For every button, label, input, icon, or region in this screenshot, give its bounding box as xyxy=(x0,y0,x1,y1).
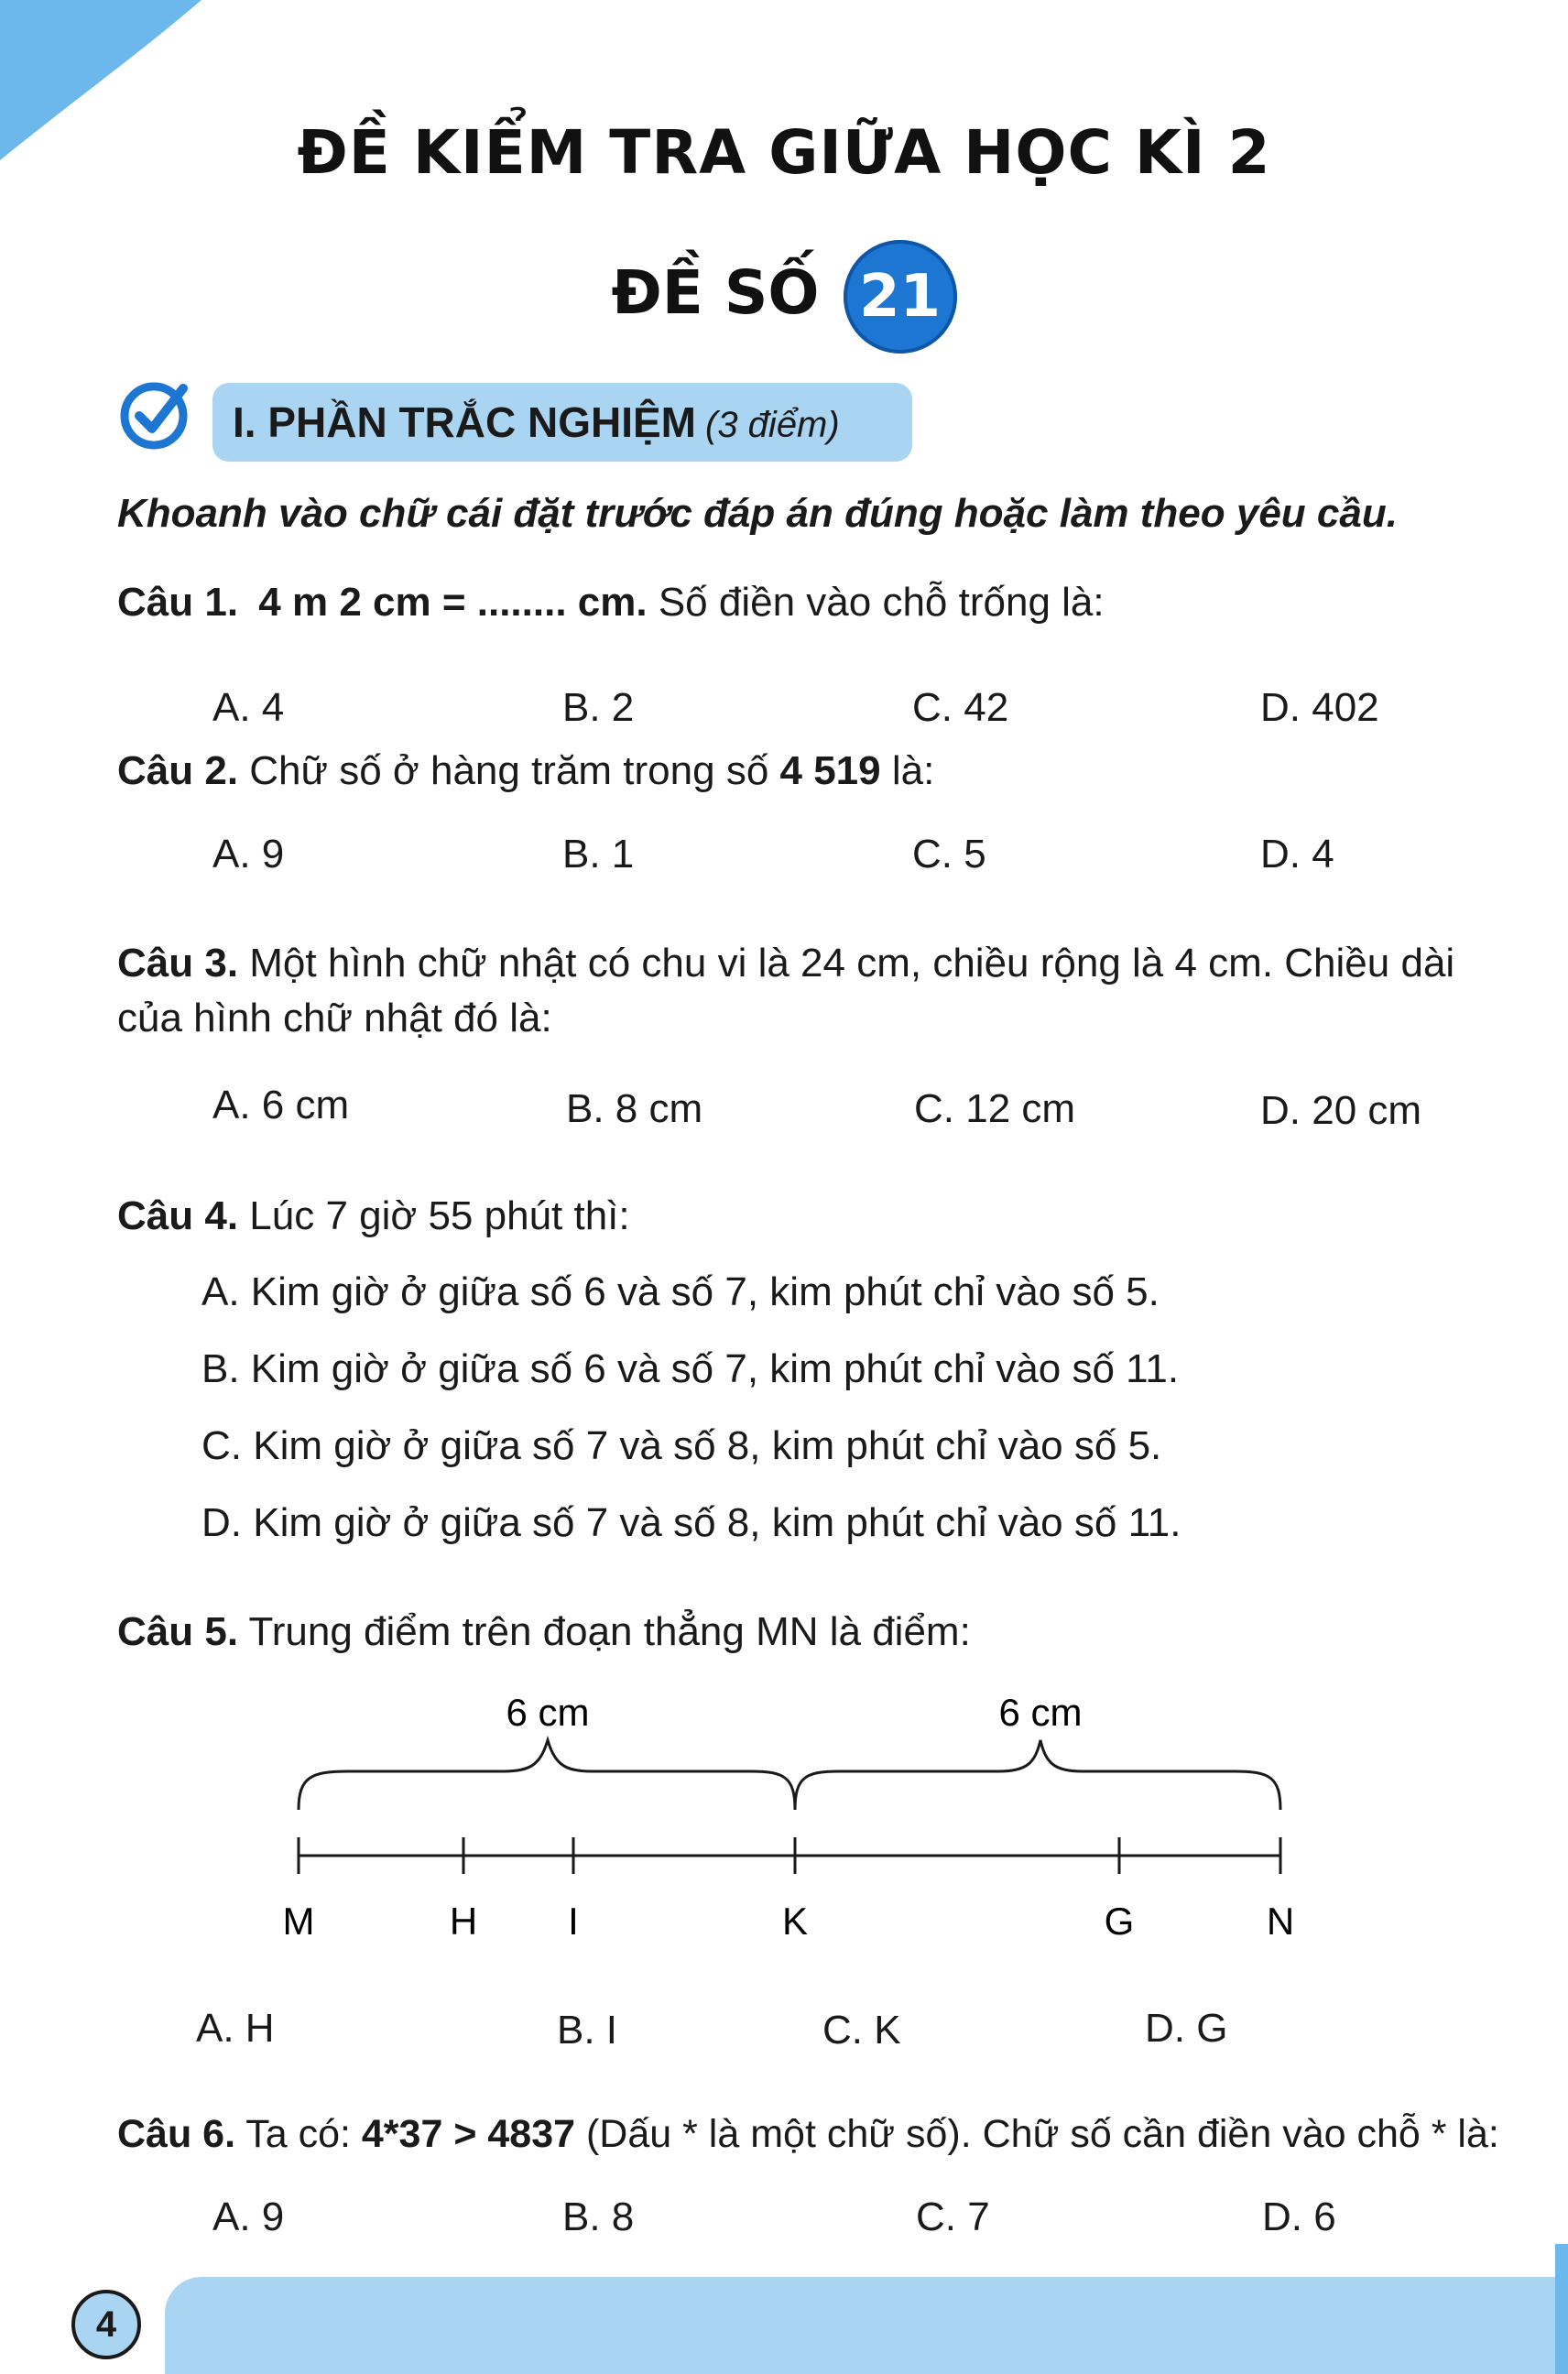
question-2 xyxy=(117,744,934,799)
section-title: I. PHẦN TRẮC NGHIỆM xyxy=(233,398,696,446)
exam-title: ĐỀ KIỂM TRA GIỮA HỌC KÌ 2 xyxy=(297,117,1271,188)
question-text: Ta có: xyxy=(235,2112,362,2156)
point-label-g: G xyxy=(1104,1900,1135,1943)
q1-option-a[interactable]: A. 4 xyxy=(212,685,285,730)
q2-option-a[interactable]: A. 9 xyxy=(212,832,285,877)
question-4 xyxy=(117,1189,630,1244)
question-text: là: xyxy=(880,748,935,793)
q1-option-b[interactable]: B. 2 xyxy=(562,685,635,730)
point-label-h: H xyxy=(449,1900,478,1943)
instruction: Khoanh vào chữ cái đặt trước đáp án đúng hoặc làm theo yêu cầu. xyxy=(117,491,1398,536)
brace-right xyxy=(795,1740,1280,1810)
exam-number-badge: 21 xyxy=(844,240,957,354)
question-text-line2: của hình chữ nhật đó là: xyxy=(117,996,552,1040)
brace-label-right: 6 cm xyxy=(998,1691,1083,1734)
q6-option-d[interactable]: D. 6 xyxy=(1262,2194,1336,2239)
page-edge-decoration xyxy=(1555,2244,1568,2374)
q4-option-d[interactable]: D. Kim giờ ở giữa số 7 và số 8, kim phút chỉ vào số 11. xyxy=(201,1500,1181,1545)
question-label: Câu 4. xyxy=(117,1193,239,1238)
q4-option-b[interactable]: B. Kim giờ ở giữa số 6 và số 7, kim phút chỉ vào số 11. xyxy=(201,1346,1180,1391)
point-label-m: M xyxy=(282,1900,315,1943)
q4-option-a[interactable]: A. Kim giờ ở giữa số 6 và số 7, kim phút chỉ vào số 5. xyxy=(201,1269,1160,1314)
q5-option-a[interactable]: A. H xyxy=(196,2006,275,2051)
exam-number-line xyxy=(0,240,1568,354)
q3-option-c[interactable]: C. 12 cm xyxy=(914,1086,1076,1131)
question-label: Câu 2. xyxy=(117,748,239,793)
q6-option-c[interactable]: C. 7 xyxy=(916,2194,990,2239)
q6-option-a[interactable]: A. 9 xyxy=(212,2194,285,2239)
point-label-n: N xyxy=(1266,1900,1295,1943)
footer-bar xyxy=(165,2277,1568,2374)
exam-number-label: ĐỀ SỐ xyxy=(611,257,820,329)
q1-option-d[interactable]: D. 402 xyxy=(1260,685,1379,730)
section-points: (3 điểm) xyxy=(705,405,840,445)
question-text: Một hình chữ nhật có chu vi là 24 cm, chiều rộng là 4 cm. Chiều dài xyxy=(238,941,1455,986)
question-6 xyxy=(117,2107,1499,2162)
question-text: Lúc 7 giờ 55 phút thì: xyxy=(238,1193,630,1238)
point-label-k: K xyxy=(781,1900,809,1943)
q3-option-b[interactable]: B. 8 cm xyxy=(566,1086,703,1131)
brace-label-left: 6 cm xyxy=(506,1691,590,1734)
page-number: 4 xyxy=(71,2290,141,2359)
question-inequality: 4*37 > 4837 xyxy=(361,2112,576,2156)
question-label: Câu 6. xyxy=(117,2112,236,2156)
q5-option-c[interactable]: C. K xyxy=(822,2008,901,2053)
question-text: (Dấu * là một chữ số). Chữ số cần điền vào chỗ * là: xyxy=(575,2112,1499,2156)
brace-left xyxy=(299,1740,795,1810)
q4-option-c[interactable]: C. Kim giờ ở giữa số 7 và số 8, kim phút chỉ vào số 5. xyxy=(201,1423,1162,1468)
question-text: Số điền vào chỗ trống là: xyxy=(647,580,1105,625)
q2-option-c[interactable]: C. 5 xyxy=(912,832,986,877)
question-1 xyxy=(117,575,1105,630)
q3-option-d[interactable]: D. 20 cm xyxy=(1260,1088,1422,1133)
question-number: 4 519 xyxy=(779,748,881,793)
question-3 xyxy=(117,936,1454,1046)
question-5 xyxy=(117,1605,971,1660)
segment-diagram xyxy=(275,1685,1328,1951)
question-label: Câu 3. xyxy=(117,941,239,986)
section-header xyxy=(212,383,912,462)
q6-option-b[interactable]: B. 8 xyxy=(562,2194,635,2239)
question-label: Câu 5. xyxy=(117,1609,239,1654)
question-expression: 4 m 2 cm = ........ cm. xyxy=(258,580,648,625)
q5-option-b[interactable]: B. I xyxy=(557,2008,618,2053)
q5-option-d[interactable]: D. G xyxy=(1145,2006,1228,2051)
question-text: Chữ số ở hàng trăm trong số xyxy=(238,748,780,793)
question-text: Trung điểm trên đoạn thẳng MN là điểm: xyxy=(238,1609,971,1654)
q1-option-c[interactable]: C. 42 xyxy=(912,685,1009,730)
point-label-i: I xyxy=(568,1900,579,1943)
q2-option-b[interactable]: B. 1 xyxy=(562,832,635,877)
q3-option-a[interactable]: A. 6 cm xyxy=(212,1083,350,1127)
question-label: Câu 1. xyxy=(117,580,239,625)
check-circle-icon xyxy=(117,376,194,452)
q2-option-d[interactable]: D. 4 xyxy=(1260,832,1334,877)
